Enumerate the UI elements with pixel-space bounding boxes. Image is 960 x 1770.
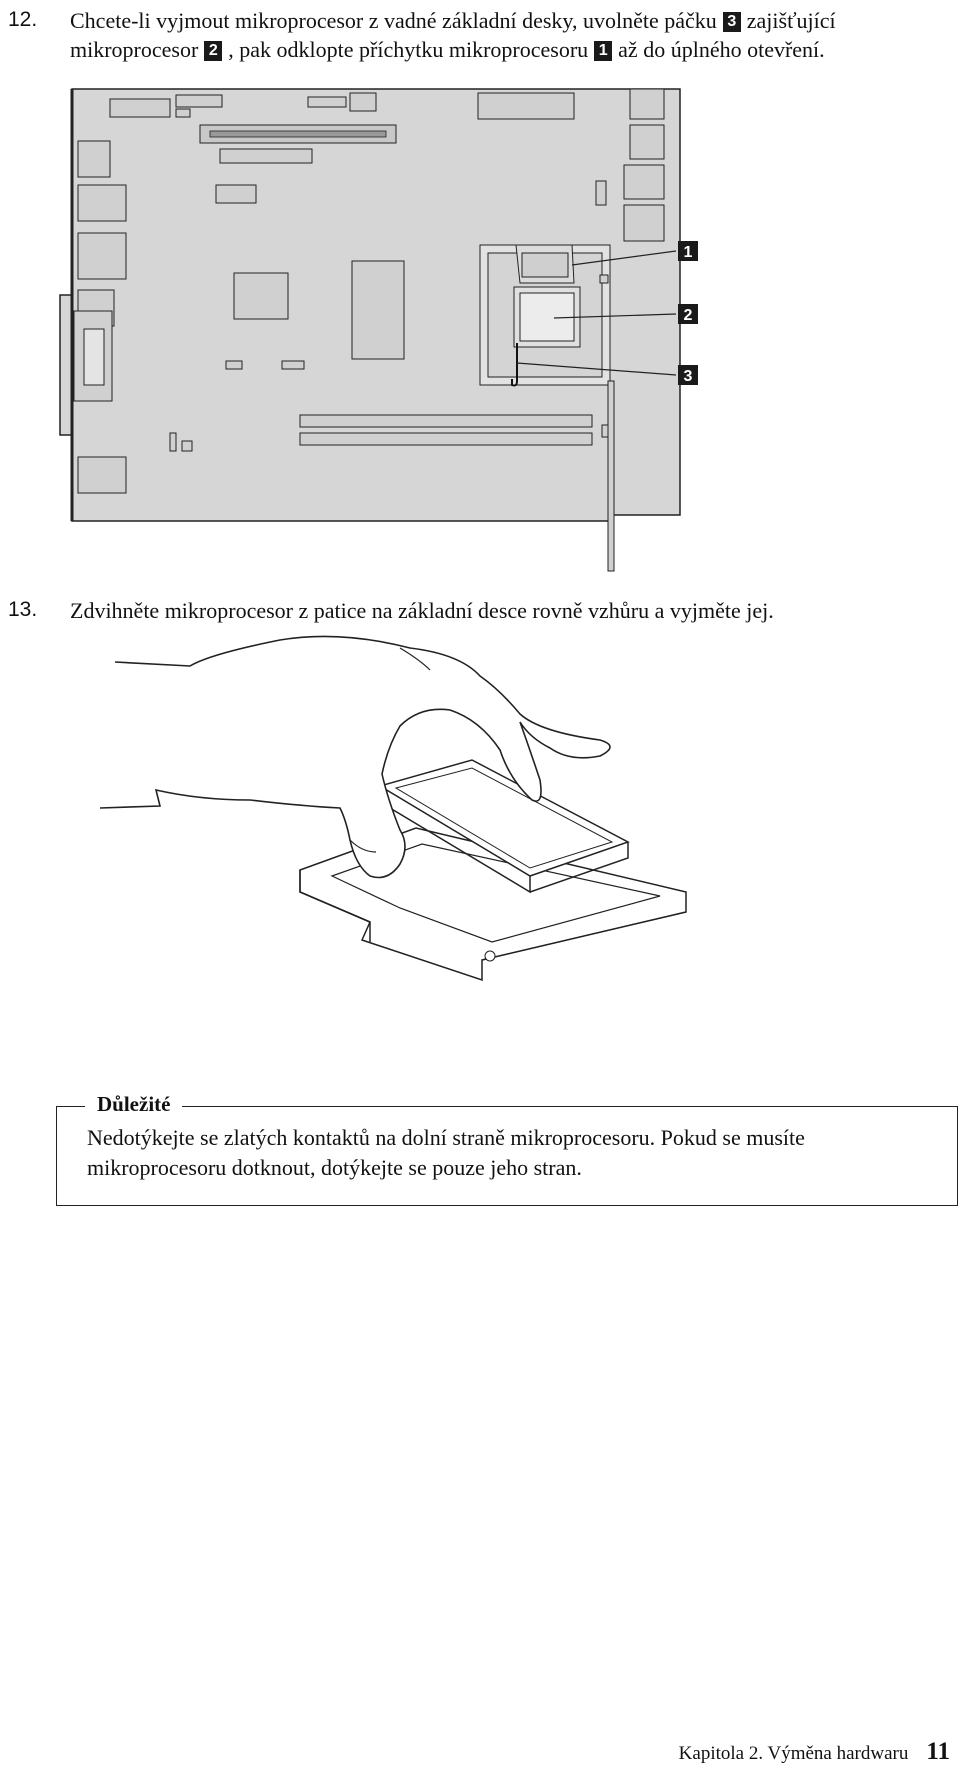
callout-badge-1: 1 [594,41,612,61]
notice-body: Nedotýkejte se zlatých kontaktů na dolní straně mikroprocesoru. Pokud se musíte mikroprocesoru dotknout, dotýkejte se pouze jeho stran. [87,1125,805,1180]
step-text [70,6,950,64]
step-line-1: Chcete-li vyjmout mikroprocesor z vadné základní desky, uvolněte páčku 3 zajišťující [70,8,836,33]
diagram-callout-label-1: 1 [683,244,693,261]
footer-chapter: Kapitola 2. Výměna hardwaru [678,1743,909,1764]
diagram-callout-label-2: 2 [683,307,693,324]
cpu-removal-illustration [100,630,720,1030]
step-number: 12. [8,8,38,31]
callout-badge-3: 3 [723,12,741,32]
step-text: Zdvihněte mikroprocesor z patice na základní desce rovně vzhůru a vyjměte jej. [70,598,774,623]
step-line-2: mikroprocesor 2 , pak odklopte příchytku mikroprocesoru 1 až do úplného otevření. [70,37,825,62]
callout-badge-2: 2 [204,41,222,61]
diagram-callout-label-3: 3 [683,368,693,385]
important-notice [56,1092,958,1206]
motherboard-illustration [50,85,770,575]
notice-title: Důležité [85,1092,182,1117]
page-footer [679,1738,950,1766]
page-number: 11 [926,1738,950,1765]
step-number: 13. [8,598,38,621]
